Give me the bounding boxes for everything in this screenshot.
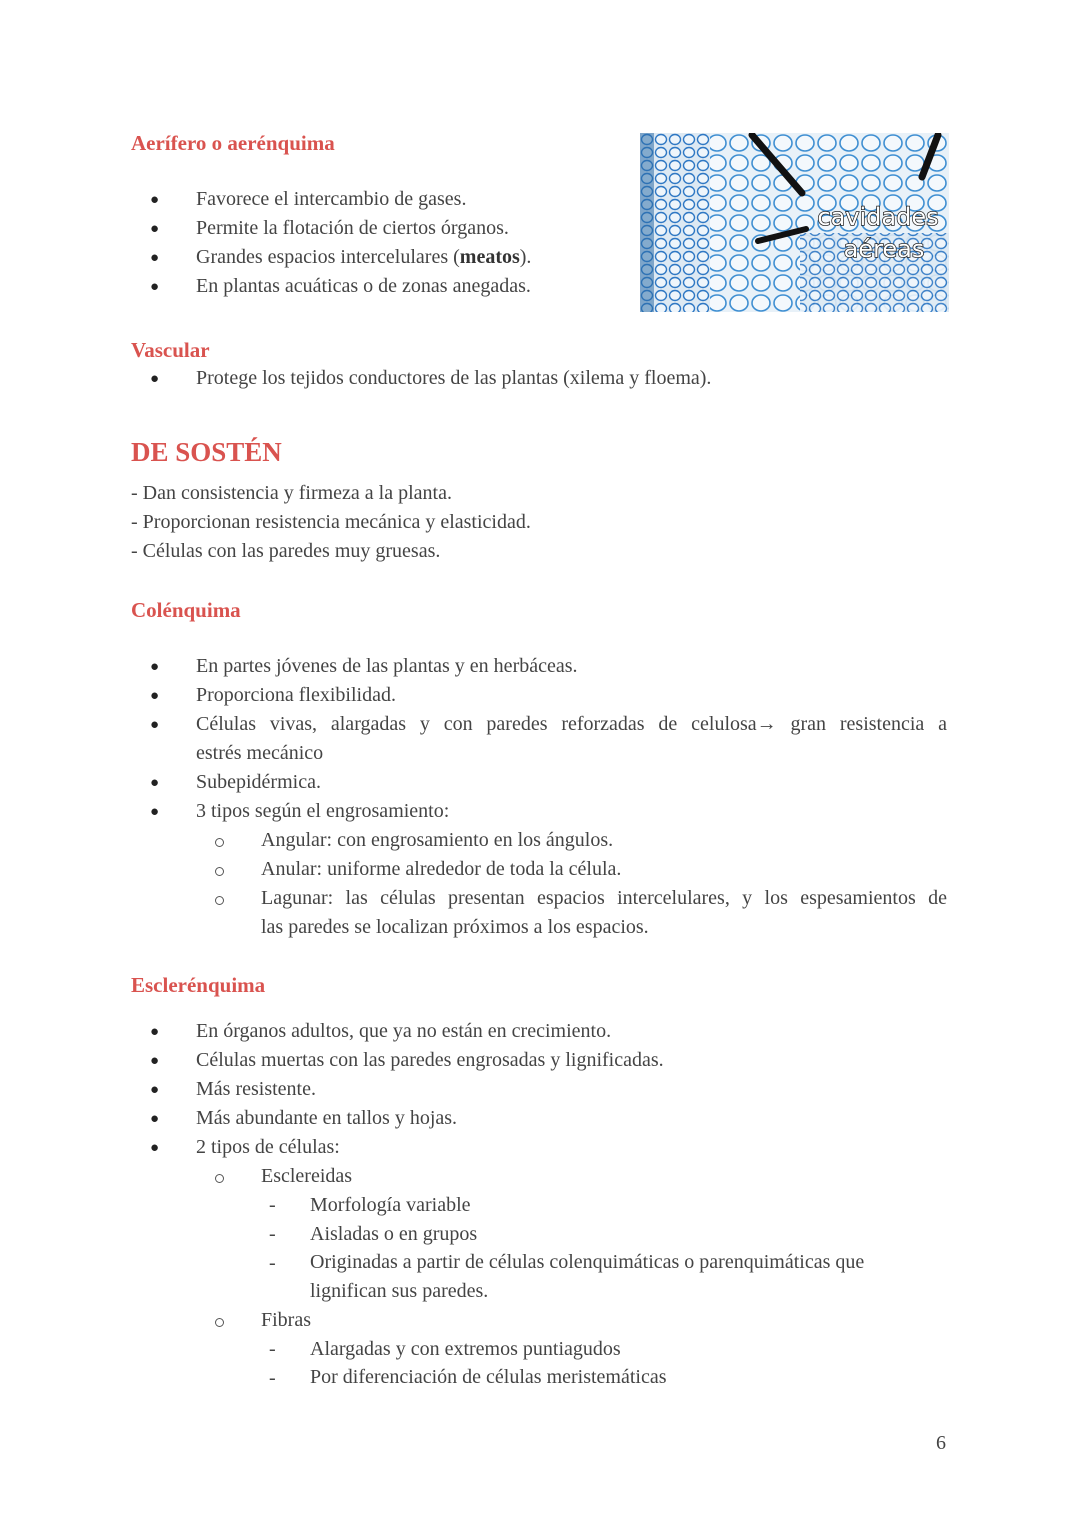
dash-bullet-icon: - [269, 1194, 276, 1216]
dash-bullet-icon: - [269, 1367, 276, 1389]
section-heading-aerifero: Aerífero o aerénquima [131, 131, 335, 155]
image-label: aéreas [843, 235, 925, 263]
aerenchyma-micrograph [640, 133, 949, 312]
circle-bullet-icon [215, 896, 224, 905]
list-item: Más resistente. [196, 1078, 316, 1100]
bullet-icon: ● [150, 688, 160, 704]
list-item: Permite la flotación de ciertos órganos. [196, 217, 509, 239]
sub-list-item: Esclereidas [261, 1165, 353, 1187]
sub-list-item-continuation: las paredes se localizan próximos a los espacios. [261, 916, 649, 938]
list-item: Células vivas, alargadas y con paredes reforzadas de celulosa→ gran resistencia a [196, 713, 947, 735]
sub-list-item: Lagunar: las células presentan espacios intercelulares, y los espesamientos de [261, 887, 947, 909]
list-item: Subepidérmica. [196, 771, 321, 793]
section-heading-esclerenquima: Esclerénquima [131, 973, 266, 997]
list-item: En órganos adultos, que ya no están en crecimiento. [196, 1020, 612, 1042]
bold-term: meatos [459, 246, 520, 268]
bullet-icon: ● [150, 250, 160, 266]
sub-sub-list-item-continuation: lignifican sus paredes. [310, 1280, 489, 1302]
sub-sub-list-item: Morfología variable [310, 1194, 471, 1216]
circle-bullet-icon [215, 1318, 224, 1327]
list-item: Protege los tejidos conductores de las plantas (xilema y floema). [196, 367, 712, 389]
sub-sub-list-item: Alargadas y con extremos puntiagudos [310, 1338, 621, 1360]
bullet-icon: ● [150, 804, 160, 820]
section-heading-vascular: Vascular [131, 338, 210, 362]
section-heading-colenquima: Colénquima [131, 598, 241, 622]
sub-sub-list-item: Por diferenciación de células meristemáticas [310, 1366, 667, 1388]
circle-bullet-icon [215, 838, 224, 847]
page-number: 6 [936, 1432, 946, 1454]
list-item: Grandes espacios intercelulares (meatos). [196, 246, 532, 268]
dash-bullet-icon: - [269, 1223, 276, 1245]
circle-bullet-icon [215, 1174, 224, 1183]
text-line: - Dan consistencia y firmeza a la planta. [131, 482, 452, 504]
text-line: - Proporcionan resistencia mecánica y elasticidad. [131, 511, 531, 533]
list-item: 3 tipos según el engrosamiento: [196, 800, 450, 822]
sub-sub-list-item: Aisladas o en grupos [310, 1223, 478, 1245]
bullet-icon: ● [150, 1024, 160, 1040]
list-item: 2 tipos de células: [196, 1136, 340, 1158]
dash-bullet-icon: - [269, 1252, 276, 1274]
image-label: cavidades [817, 203, 939, 231]
list-item: En plantas acuáticas o de zonas anegadas. [196, 275, 531, 297]
list-item: Más abundante en tallos y hojas. [196, 1107, 458, 1129]
bullet-icon: ● [150, 371, 160, 387]
sub-sub-list-item: Originadas a partir de células colenquimáticas o parenquimáticas que [310, 1251, 865, 1273]
list-item: Favorece el intercambio de gases. [196, 188, 467, 210]
bullet-icon: ● [150, 221, 160, 237]
bullet-icon: ● [150, 1082, 160, 1098]
section-heading-sosten: DE SOSTÉN [131, 437, 282, 467]
dash-bullet-icon: - [269, 1338, 276, 1360]
bullet-icon: ● [150, 279, 160, 295]
list-item: En partes jóvenes de las plantas y en herbáceas. [196, 655, 578, 677]
list-item: Proporciona flexibilidad. [196, 684, 396, 706]
bullet-icon: ● [150, 717, 160, 733]
text-line: - Células con las paredes muy gruesas. [131, 540, 441, 562]
sub-list-item: Anular: uniforme alrededor de toda la célula. [261, 858, 622, 880]
list-item: Células muertas con las paredes engrosadas y lignificadas. [196, 1049, 664, 1071]
bullet-icon: ● [150, 1053, 160, 1069]
circle-bullet-icon [215, 867, 224, 876]
sub-list-item: Fibras [261, 1309, 311, 1331]
bullet-icon: ● [150, 1140, 160, 1156]
bullet-icon: ● [150, 659, 160, 675]
sub-list-item: Angular: con engrosamiento en los ángulos. [261, 829, 614, 851]
bullet-icon: ● [150, 192, 160, 208]
bullet-icon: ● [150, 775, 160, 791]
bullet-icon: ● [150, 1111, 160, 1127]
list-item-continuation: estrés mecánico [196, 742, 324, 764]
